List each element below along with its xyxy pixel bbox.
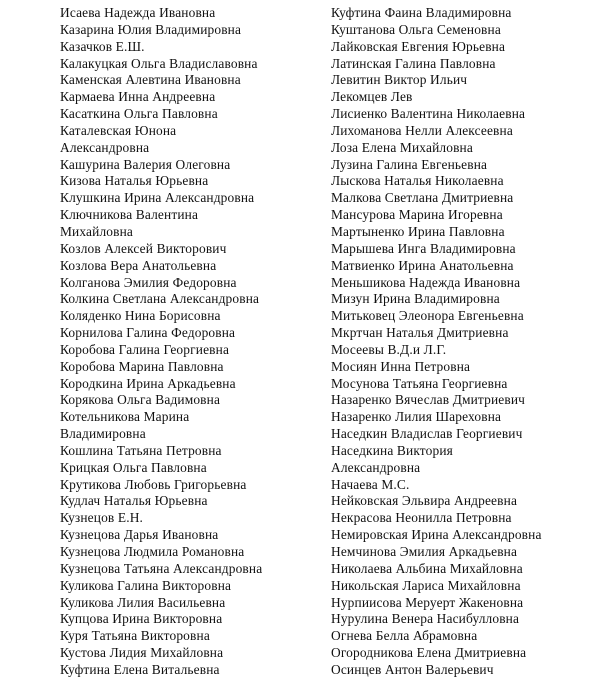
name-entry: Марышева Инга Владимировна [331, 240, 516, 256]
name-entry: Куштанова Ольга Семеновна [331, 21, 501, 37]
name-entry: Коробова Галина Георгиевна [60, 341, 230, 357]
name-entry: Казарина Юлия Владимировна [60, 21, 242, 37]
name-entry: Нурпиисова Меруерт Жакеновна [331, 594, 524, 610]
name-entry: Малкова Светлана Дмитриевна [331, 190, 514, 206]
name-entry: Исаева Надежда Ивановна [60, 5, 216, 20]
name-entry: Кизова Наталья Юрьевна [60, 173, 209, 189]
name-entry: Лайковская Евгения Юрьевна [331, 38, 506, 54]
name-entry: Куликова Лилия Васильевна [60, 594, 226, 610]
name-entry: Козлов Алексей Викторович [60, 240, 227, 256]
name-entry: Огородникова Елена Дмитриевна [331, 645, 527, 661]
name-entry: Колганова Эмилия Федоровна [60, 274, 237, 290]
name-entry: Куфтина Елена Витальевна [60, 661, 220, 677]
name-entry: Мосунова Татьяна Георгиевна [331, 375, 508, 391]
name-entry: Лузина Галина Евгеньевна [331, 156, 488, 172]
name-entry: Лыскова Наталья Николаевна [331, 173, 504, 189]
name-entry: Назаренко Лилия Шареховна [331, 409, 502, 425]
name-entry: Каталевская Юнона [60, 122, 177, 138]
name-entry: Корнилова Галина Федоровна [60, 325, 236, 341]
name-entry: Куря Татьяна Викторовна [60, 628, 210, 644]
right-name-column [331, 5, 593, 679]
name-entry: Кармаева Инна Андреевна [60, 89, 216, 105]
name-entry: Кузнецова Татьяна Александровна [60, 560, 263, 576]
name-entry: Каменская Алевтина Ивановна [60, 72, 241, 88]
name-entry: Немчинова Эмилия Аркадьевна [331, 544, 518, 559]
name-entry: Меньшикова Надежда Ивановна [331, 274, 521, 290]
name-entry: Куфтина Фаина Владимировна [331, 5, 512, 20]
name-entry: Казачков Е.Ш. [60, 38, 145, 54]
name-entry: Козлова Вера Анатольевна [60, 257, 217, 273]
name-entry: Михайловна [60, 223, 134, 239]
name-entry: Кузнецова Дарья Ивановна [60, 527, 219, 543]
name-entry: Начаева М.С. [331, 476, 410, 492]
name-entry: Нурулина Венера Насибулловна [331, 611, 520, 627]
name-entry: Левитин Виктор Ильич [331, 72, 468, 88]
name-entry: Назаренко Вячеслав Дмитриевич [331, 392, 526, 408]
name-entry: Купцова Ирина Викторовна [60, 611, 223, 627]
name-entry: Колкина Светлана Александровна [60, 291, 260, 307]
name-entry: Кудлач Наталья Юрьевна [60, 493, 208, 509]
name-entry: Коляденко Нина Борисовна [60, 308, 221, 324]
name-entry: Мизун Ирина Владимировна [331, 291, 500, 307]
name-entry: Митьковец Элеонора Евгеньевна [331, 308, 524, 324]
name-entry: Крутикова Любовь Григорьевна [60, 476, 247, 492]
name-entry: Калакуцкая Ольга Владиславовна [60, 55, 258, 71]
name-entry: Некрасова Неонилла Петровна [331, 510, 512, 526]
name-entry: Лекомцев Лев [331, 89, 413, 105]
name-entry: Кородкина Ирина Аркадьевна [60, 375, 236, 391]
name-entry: Кузнецов Е.Н. [60, 510, 144, 526]
name-entry: Александровна [60, 139, 150, 155]
name-entry: Мансурова Марина Игоревна [331, 207, 503, 223]
name-entry: Кошлина Татьяна Петровна [60, 442, 222, 458]
name-entry: Наседкина Виктория [331, 442, 453, 458]
name-entry: Ключникова Валентина [60, 207, 199, 223]
name-entry: Касаткина Ольга Павловна [60, 106, 218, 122]
name-entry: Мосеевы В.Д.и Л.Г. [331, 341, 447, 357]
name-entry: Александровна [331, 459, 421, 475]
name-entry: Осинцев Антон Валерьевич [331, 661, 494, 677]
name-entry: Владимировна [60, 426, 146, 442]
name-entry: Никольская Лариса Михайловна [331, 577, 521, 593]
name-entry: Мкртчан Наталья Дмитриевна [331, 325, 509, 341]
name-entry: Куликова Галина Викторовна [60, 577, 232, 593]
name-entry: Немировская Ирина Александровна [331, 527, 542, 543]
name-entry: Мартыненко Ирина Павловна [331, 223, 505, 239]
name-entry: Огнева Белла Абрамовна [331, 628, 478, 644]
name-entry: Кустова Лидия Михайловна [60, 645, 224, 661]
name-entry: Крицкая Ольга Павловна [60, 459, 207, 475]
name-entry: Нейковская Эльвира Андреевна [331, 493, 518, 509]
name-entry: Кашурина Валерия Олеговна [60, 156, 231, 172]
name-entry: Латинская Галина Павловна [331, 55, 496, 71]
name-entry: Кузнецова Людмила Романовна [60, 544, 245, 559]
name-entry: Николаева Альбина Михайловна [331, 560, 523, 576]
name-entry: Лисиенко Валентина Николаевна [331, 106, 526, 122]
name-entry: Матвиенко Ирина Анатольевна [331, 257, 514, 273]
left-name-column [60, 5, 322, 679]
name-entry: Корякова Ольга Вадимовна [60, 392, 221, 408]
name-entry: Коробова Марина Павловна [60, 358, 224, 374]
name-entry: Лихоманова Нелли Алексеевна [331, 122, 513, 138]
name-entry: Наседкин Владислав Георгиевич [331, 426, 523, 442]
name-entry: Лоза Елена Михайловна [331, 139, 473, 155]
name-entry: Клушкина Ирина Александровна [60, 190, 255, 206]
name-entry: Мосиян Инна Петровна [331, 358, 471, 374]
name-entry: Котельникова Марина [60, 409, 190, 425]
